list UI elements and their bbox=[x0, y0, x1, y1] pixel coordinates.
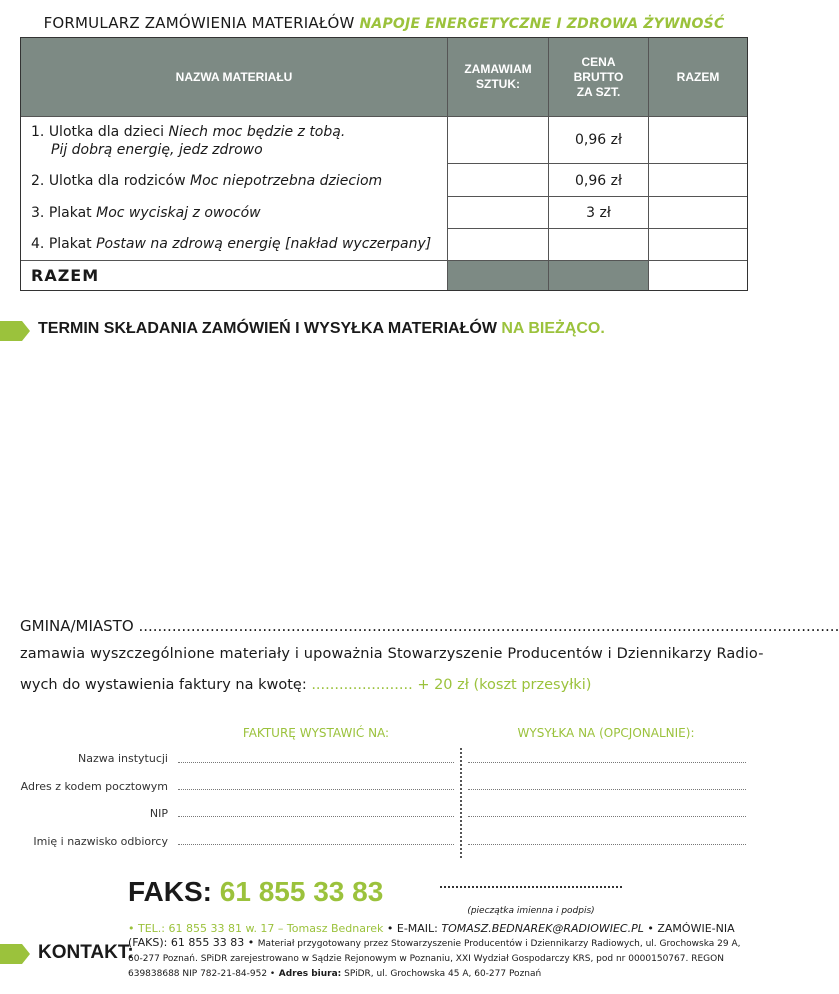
invoice-address-input[interactable] bbox=[178, 789, 454, 790]
fax-number: FAKS: 61 855 33 83 bbox=[128, 876, 384, 907]
contact-details: • TEL.: 61 855 33 81 w. 17 – Tomasz Bednarek • E-MAIL: TOMASZ.BEDNAREK@RADIOWIEC.PL • ZAMÓWIE-NIA (FAKS): 61 855 33 83 • Materiał przygotowany przez Stowarzyszenie Producentów i Dziennikarzy Radiowych, ul. Grochowska 29 A, 60-277 Poznań. SPiDR zarejestrowano w Sądzie Rejonowym w Poznaniu, XXI Wydział Gospodarczy KRS, pod nr 0000150767. REGON 639838688 NIP 782-21-84-952 • Adres biura: SPiDR, ul. Grochowska 45 A, 60-277 Poznań bbox=[128, 922, 741, 979]
amount-field[interactable]: ...................... bbox=[311, 677, 413, 693]
total-shaded-cell bbox=[549, 261, 648, 290]
table-row: 4. Plakat Postaw na zdrową energię [nakład wyczerpany] bbox=[31, 236, 432, 252]
field-label-address: Adres z kodem pocztowym bbox=[20, 780, 168, 793]
header-price: CENA BRUTTO ZA SZT. bbox=[549, 38, 648, 116]
invoice-recipient-input[interactable] bbox=[178, 844, 454, 845]
contact-label: KONTAKT: bbox=[38, 942, 134, 963]
arrow-marker-icon bbox=[0, 944, 30, 964]
title-subtitle: NAPOJE ENERGETYCZNE I ZDROWA ŻYWNOŚĆ bbox=[359, 16, 725, 32]
price-cell: 0,96 zł bbox=[575, 132, 622, 148]
shipping-nip-input[interactable] bbox=[468, 816, 746, 817]
price-cell: 3 zł bbox=[586, 205, 611, 221]
shipping-address-input[interactable] bbox=[468, 789, 746, 790]
column-divider bbox=[460, 748, 462, 858]
table-row: 3. Plakat Moc wyciskaj z owoców bbox=[31, 205, 261, 221]
deadline-notice: TERMIN SKŁADANIA ZAMÓWIEŃ I WYSYŁKA MATERIAŁÓW NA BIEŻĄCO. bbox=[38, 320, 605, 337]
order-table bbox=[20, 37, 748, 291]
signature-label: (pieczątka imienna i podpis) bbox=[467, 906, 595, 916]
title-main: FORMULARZ ZAMÓWIENIA MATERIAŁÓW bbox=[43, 14, 355, 32]
table-row: 2. Ulotka dla rodziców Moc niepotrzebna dzieciom bbox=[31, 173, 383, 189]
shipping-heading: WYSYŁKA NA (OPCJONALNIE): bbox=[517, 726, 695, 740]
authorization-text-2: wych do wystawienia faktury na kwotę: ...................... + 20 zł (koszt przesyłki) bbox=[20, 677, 592, 693]
invoice-heading: FAKTURĘ WYSTAWIĆ NA: bbox=[242, 726, 390, 740]
header-total: RAZEM bbox=[649, 38, 747, 116]
invoice-institution-input[interactable] bbox=[178, 762, 454, 763]
signature-line[interactable] bbox=[440, 886, 622, 888]
email-link[interactable]: TOMASZ.BEDNAREK@RADIOWIEC.PL bbox=[441, 922, 644, 935]
shipping-recipient-input[interactable] bbox=[468, 844, 746, 845]
total-shaded-cell bbox=[448, 261, 548, 290]
header-name: NAZWA MATERIAŁU bbox=[21, 38, 447, 116]
invoice-nip-input[interactable] bbox=[178, 816, 454, 817]
header-qty: ZAMAWIAM SZTUK: bbox=[448, 38, 548, 116]
field-label-nip: NIP bbox=[149, 807, 168, 820]
field-label-institution: Nazwa instytucji bbox=[77, 752, 168, 765]
table-row: 1. Ulotka dla dzieci Niech moc będzie z tobą. Pij dobrą energię, jedz zdrowo bbox=[31, 124, 346, 158]
arrow-marker-icon bbox=[0, 321, 30, 341]
shipping-institution-input[interactable] bbox=[468, 762, 746, 763]
page-title bbox=[0, 14, 768, 32]
gmina-field[interactable]: GMINA/MIASTO ................................................................................................................................................... bbox=[20, 617, 839, 635]
field-label-recipient: Imię i nazwisko odbiorcy bbox=[33, 835, 168, 848]
total-label: RAZEM bbox=[31, 266, 100, 285]
authorization-text: zamawia wyszczególnione materiały i upoważnia Stowarzyszenie Producentów i Dziennikarzy Radio- bbox=[20, 646, 764, 662]
price-cell: 0,96 zł bbox=[575, 173, 622, 189]
